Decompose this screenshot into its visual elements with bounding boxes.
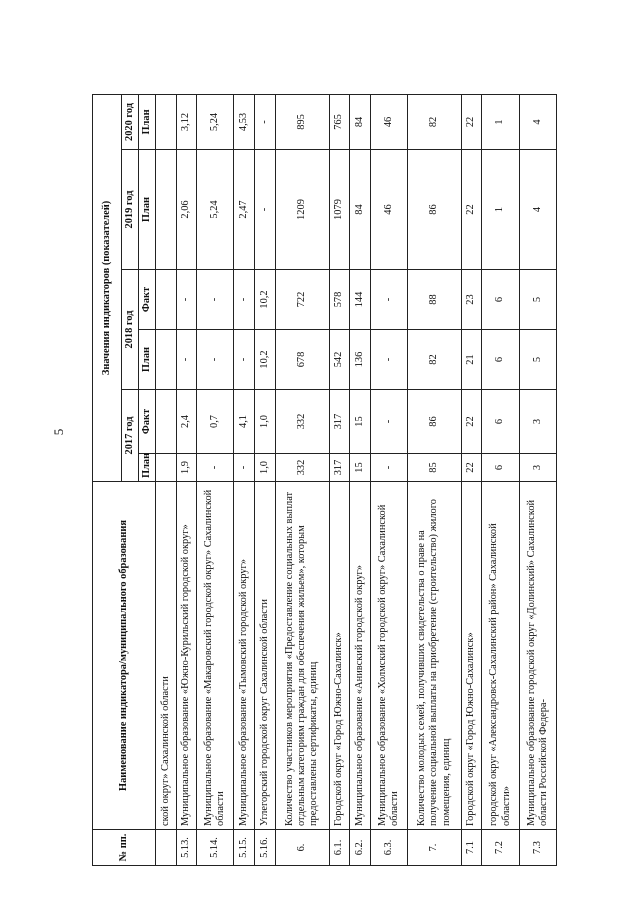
value-cell: 2,47 <box>234 150 255 270</box>
indicator-name: Муниципальное образование «Тымовский городской округ» <box>234 482 255 830</box>
value-cell: 895 <box>275 94 329 149</box>
value-cell: 46 <box>370 150 407 270</box>
value-cell: 2,06 <box>176 150 197 270</box>
value-cell: 3,12 <box>176 94 197 149</box>
value-cell: 5 <box>519 270 556 330</box>
value-cell <box>156 150 177 270</box>
row-number: 6.2. <box>350 830 371 866</box>
value-cell: 5 <box>519 330 556 390</box>
value-cell <box>156 454 177 482</box>
header-year-2018: 2018 год <box>122 270 139 390</box>
value-cell: - <box>234 454 255 482</box>
row-number: 6.1. <box>329 830 350 866</box>
value-cell: - <box>234 270 255 330</box>
row-number: 7. <box>407 830 461 866</box>
row-number <box>156 830 177 866</box>
table-row <box>176 94 197 865</box>
indicator-name: Муниципальное образование городской округ «Долинский» Сахалинской области Российской Федера- <box>519 482 556 830</box>
value-cell: - <box>197 454 234 482</box>
value-cell: 1,0 <box>255 454 276 482</box>
value-cell: - <box>197 270 234 330</box>
indicator-name: Городской округ «Город Южно-Сахалинск» <box>461 482 482 830</box>
header-fact: Факт <box>139 270 156 330</box>
value-cell: 136 <box>350 330 371 390</box>
value-cell <box>156 390 177 454</box>
value-cell: - <box>370 454 407 482</box>
indicator-name: Количество молодых семей, получивших свидетельства о праве на получение социальной выплаты на приобретение (строительство) жилого помещения, единиц <box>407 482 461 830</box>
table-header <box>93 94 156 865</box>
value-cell: - <box>370 390 407 454</box>
value-cell: 765 <box>329 94 350 149</box>
indicator-name: Муниципальное образование «Холмский городской округ» Сахалинской области <box>370 482 407 830</box>
value-cell: 3 <box>519 454 556 482</box>
value-cell: - <box>234 330 255 390</box>
value-cell: 22 <box>461 454 482 482</box>
row-number: 7.2 <box>482 830 519 866</box>
value-cell: 86 <box>407 390 461 454</box>
value-cell: 86 <box>407 150 461 270</box>
value-cell: 144 <box>350 270 371 330</box>
row-number: 5.13. <box>176 830 197 866</box>
value-cell: 5,24 <box>197 150 234 270</box>
indicator-name: Количество участников мероприятия «Предоставление социальных выплат отдельным категориям граждан для обеспечения жильем», которым предоставлены сертификаты, единиц <box>275 482 329 830</box>
header-year-2019: 2019 год <box>122 150 139 270</box>
value-cell: 4,1 <box>234 390 255 454</box>
table-row <box>255 94 276 865</box>
value-cell: 6 <box>482 270 519 330</box>
value-cell: - <box>255 150 276 270</box>
value-cell <box>156 270 177 330</box>
table-row <box>370 94 407 865</box>
value-cell <box>156 330 177 390</box>
value-cell: - <box>370 270 407 330</box>
value-cell: 22 <box>461 150 482 270</box>
header-plan: План <box>139 454 156 482</box>
value-cell: 1,9 <box>176 454 197 482</box>
value-cell: 4 <box>519 94 556 149</box>
value-cell: 10,2 <box>255 330 276 390</box>
value-cell: 15 <box>350 454 371 482</box>
indicator-name: Городской округ «Город Южно-Сахалинск» <box>329 482 350 830</box>
row-number: 5.15. <box>234 830 255 866</box>
value-cell: 22 <box>461 94 482 149</box>
header-year-2020: 2020 год <box>122 94 139 149</box>
value-cell: 1209 <box>275 150 329 270</box>
table-row <box>197 94 234 865</box>
value-cell: 82 <box>407 94 461 149</box>
value-cell: 317 <box>329 390 350 454</box>
document-table-rotated <box>92 95 557 866</box>
indicator-name: ской округ» Сахалинской области <box>156 482 177 830</box>
value-cell: 1,0 <box>255 390 276 454</box>
header-plan: План <box>139 94 156 149</box>
row-number: 6. <box>275 830 329 866</box>
value-cell: 317 <box>329 454 350 482</box>
table-row <box>461 94 482 865</box>
value-cell: - <box>255 94 276 149</box>
value-cell: 6 <box>482 454 519 482</box>
indicator-name: городской округ «Александровск-Сахалинский район» Сахалинской области» <box>482 482 519 830</box>
value-cell: 22 <box>461 390 482 454</box>
header-fact: Факт <box>139 390 156 454</box>
value-cell: 2,4 <box>176 390 197 454</box>
value-cell: 6 <box>482 390 519 454</box>
value-cell: 1079 <box>329 150 350 270</box>
value-cell: 0,7 <box>197 390 234 454</box>
table-row <box>234 94 255 865</box>
value-cell: 23 <box>461 270 482 330</box>
value-cell: 332 <box>275 390 329 454</box>
value-cell: 678 <box>275 330 329 390</box>
row-number: 6.3. <box>370 830 407 866</box>
indicator-name: Муниципальное образование «Южно-Курильский городской округ» <box>176 482 197 830</box>
header-name: Наименование индикатора/муниципального образования <box>93 482 156 830</box>
value-cell: 15 <box>350 390 371 454</box>
table-row <box>329 94 350 865</box>
table-row <box>482 94 519 865</box>
value-cell: 542 <box>329 330 350 390</box>
indicators-table <box>92 94 557 866</box>
value-cell: 4,53 <box>234 94 255 149</box>
table-body <box>156 94 557 865</box>
value-cell: 88 <box>407 270 461 330</box>
indicator-name: Муниципальное образование «Анивский городской округ» <box>350 482 371 830</box>
table-row <box>519 94 556 865</box>
page-number: 5 <box>51 428 66 436</box>
row-number: 5.14. <box>197 830 234 866</box>
header-num: № пп. <box>93 830 156 866</box>
value-cell: 84 <box>350 94 371 149</box>
value-cell: 5,24 <box>197 94 234 149</box>
row-number: 5.16. <box>255 830 276 866</box>
value-cell: 10,2 <box>255 270 276 330</box>
value-cell: - <box>176 270 197 330</box>
value-cell: - <box>370 330 407 390</box>
row-number: 7.3 <box>519 830 556 866</box>
indicator-name: Муниципальное образование «Макаровский городской округ» Сахалинской области <box>197 482 234 830</box>
indicator-name: Углегорский городской округ Сахалинской области <box>255 482 276 830</box>
value-cell: 1 <box>482 150 519 270</box>
value-cell: - <box>197 330 234 390</box>
value-cell: 578 <box>329 270 350 330</box>
value-cell: 46 <box>370 94 407 149</box>
value-cell: 4 <box>519 150 556 270</box>
value-cell: 1 <box>482 94 519 149</box>
table-row <box>407 94 461 865</box>
value-cell: - <box>176 330 197 390</box>
table-row <box>156 94 177 865</box>
value-cell: 21 <box>461 330 482 390</box>
value-cell: 6 <box>482 330 519 390</box>
value-cell: 332 <box>275 454 329 482</box>
header-year-2017: 2017 год <box>122 390 139 482</box>
value-cell <box>156 94 177 149</box>
value-cell: 82 <box>407 330 461 390</box>
header-plan: План <box>139 330 156 390</box>
header-values: Значения индикаторов (показателей) <box>93 94 122 481</box>
header-plan: План <box>139 150 156 270</box>
table-row <box>275 94 329 865</box>
table-row <box>350 94 371 865</box>
row-number: 7.1 <box>461 830 482 866</box>
value-cell: 722 <box>275 270 329 330</box>
value-cell: 84 <box>350 150 371 270</box>
value-cell: 85 <box>407 454 461 482</box>
value-cell: 3 <box>519 390 556 454</box>
